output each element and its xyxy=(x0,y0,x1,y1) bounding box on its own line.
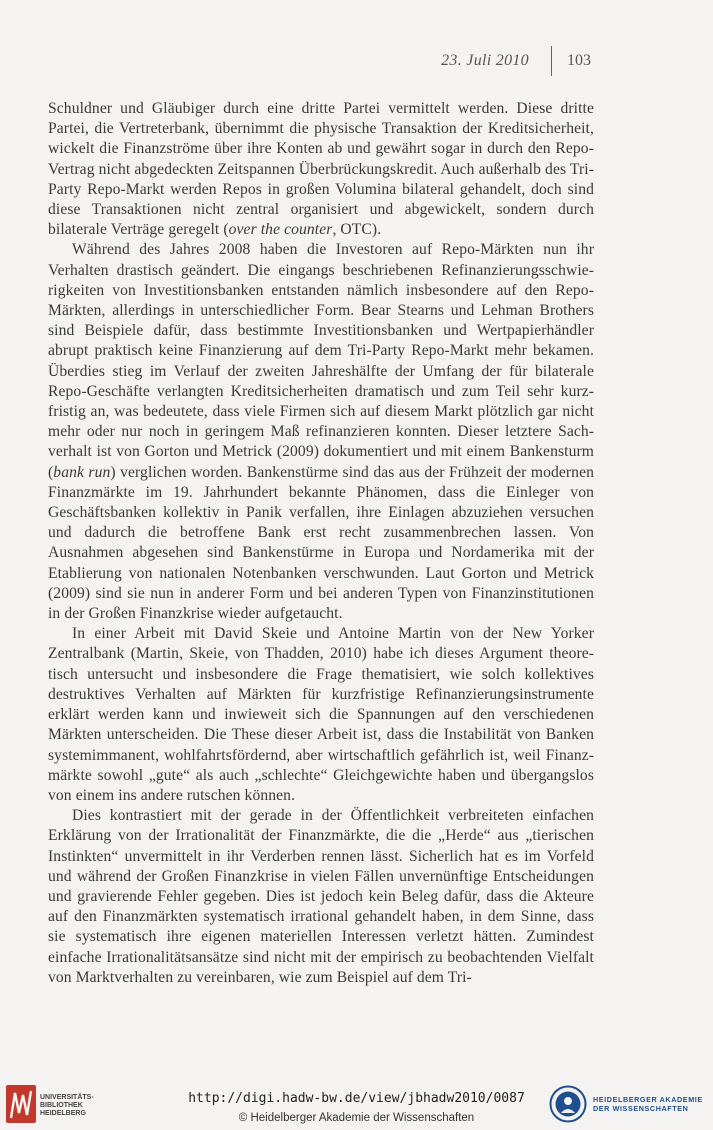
hadw-logo-label: HEIDELBERGER AKADEMIE DER WISSENSCHAFTEN xyxy=(593,1095,703,1113)
paragraph xyxy=(48,99,594,240)
text-run: In einer Arbeit mit David Skeie und Antoine Martin von der New Yorker Zentralbank (Martin, Skeie, von Thadden, 2010) habe ich dieses Argument theoretisch untersucht und insbesondere die Frage thematisiert, wie solch kollektives destruktives Verhalten auf Märkten für kurzfristige Refinanzierungsinstrumente erklärt werden kann und inwieweit sich die Spannungen auf den verschiedenen Märkten unterscheiden. Die These dieser Arbeit ist, dass die Instabilität von Banken systemimmanent, wohlfahrtsfördernd, aber wirtschaftlich gefährlich ist, weil Finanzmärkte sowohl „gute“ als auch „schlechte“ Gleichgewichte haben und übergangslos von einem ins andere rutschen können. xyxy=(48,625,594,804)
hadw-logo[interactable] xyxy=(549,1085,709,1125)
footer xyxy=(0,1077,713,1130)
text-run: , OTC). xyxy=(332,221,382,239)
running-header xyxy=(0,52,713,76)
page-number: 103 xyxy=(567,52,591,69)
text-run: Schuldner und Gläubiger durch eine dritte Partei vermittelt werden. Diese dritte Partei, die Vertreterbank, übernimmt die physische Transaktion der Kreditsicherheit, wickelt die Finanzströme über ihre Konten ab und gewährt sogar in durch den Repo-Vertrag nicht abgedeckten Zeitspannen Überbrückungskredit. Auch außerhalb des Tri-Party Repo-Markt werden Repos in großen Volumina bilateral gehandelt, doch sind diese Transaktionen nicht zentral organisiert und abgewickelt, sondern durch bilaterale Verträge geregelt ( xyxy=(48,100,594,239)
text-run: Dies kontrastiert mit der gerade in der Öffentlichkeit verbreiteten einfachen Erklärung von der Irrationalität der Finanzmärkte, die die „Herde“ aus „tierischen Instinkten“ unvermittelt in ihr Verderben rennen lässt. Sicherlich hat es im Vorfeld und während der Großen Finanzkrise in vielen Fällen unvernünftige Entscheidungen und gravierende Fehler gegeben. Dies ist jedoch kein Beleg dafür, dass die Akteure auf den Finanzmärkten systematisch irrational gehandelt haben, in dem Sinne, dass sie systematisch ihre eigenen materiellen Interessen verletzt hätten. Zumindest einfache Irrationalitätsansätze sind nicht mit der empirisch zu beobachtenden Vielfalt von Marktverhalten zu vereinbaren, wie zum Beispiel auf dem Tri- xyxy=(48,807,594,986)
footer-url-link[interactable]: http://digi.hadw-bw.de/view/jbhadw2010/0087 xyxy=(188,1091,525,1106)
paragraph xyxy=(48,624,594,806)
footer-copyright: © Heidelberger Akademie der Wissenschaften xyxy=(238,1112,475,1124)
text-run: Während des Jahres 2008 haben die Investoren auf Repo-Märkten nun ihr Verhalten drastisch geändert. Die eingangs beschriebenen Refinanzierungsschwierigkeiten von Investitionsbanken entstanden nämlich insbesondere auf den Repo-Märkten, allerdings in unterschiedlicher Form. Bear Stearns und Lehman Brothers sind Beispiele dafür, dass bestimmte Investitionsbanken und Wertpapierhändler abrupt praktisch keine Finanzierung auf dem Tri-Party Repo-Markt mehr bekamen. Überdies stieg im Verlauf der zweiten Jahreshälfte der Umfang der für bilaterale Repo-Geschäfte verlangten Kreditsicherheiten dramatisch und zum Teil sehr kurzfristig an, was bedeutete, dass viele Firmen sich auf diesem Markt plötzlich gar nicht mehr oder nur noch in geringem Maß refinanzieren konnten. Dieser letztere Sachverhalt ist von Gorton und Metrick (2009) dokumentiert und mit einem Bankensturm ( xyxy=(48,241,594,481)
italic-term: bank run xyxy=(53,463,111,481)
text-run: ) verglichen worden. Bankenstürme sind das aus der Frühzeit der modernen Finanzmärkte im 19. Jahrhundert bekannte Phänomen, dass die Einleger von Geschäftsbanken kollektiv in Panik verfallen, ihre Einlagen abzuziehen versuchen und dadurch die betroffene Bank erst recht zusammenbrechen lassen. Von Ausnahmen abgesehen sind Bankenstürme in Europa und Nordamerika mit der Etablierung von nationalen Notenbanken verschwunden. Laut Gorton und Metrick (2009) sind sie nun in anderer Form und bei anderen Typen von Finanzinstitutionen in der Großen Finanzkrise wieder aufgetaucht. xyxy=(48,463,594,623)
header-date: 23. Juli 2010 xyxy=(441,52,529,69)
paragraph xyxy=(48,806,594,988)
body-text xyxy=(48,99,594,988)
header-divider xyxy=(551,46,552,76)
italic-term: over the counter xyxy=(228,221,333,239)
paragraph xyxy=(48,240,594,624)
hadw-seal-icon xyxy=(549,1085,587,1123)
ub-heidelberg-logo-label: UNIVERSITÄTS- BIBLIOTHEK HEIDELBERG xyxy=(40,1094,94,1117)
